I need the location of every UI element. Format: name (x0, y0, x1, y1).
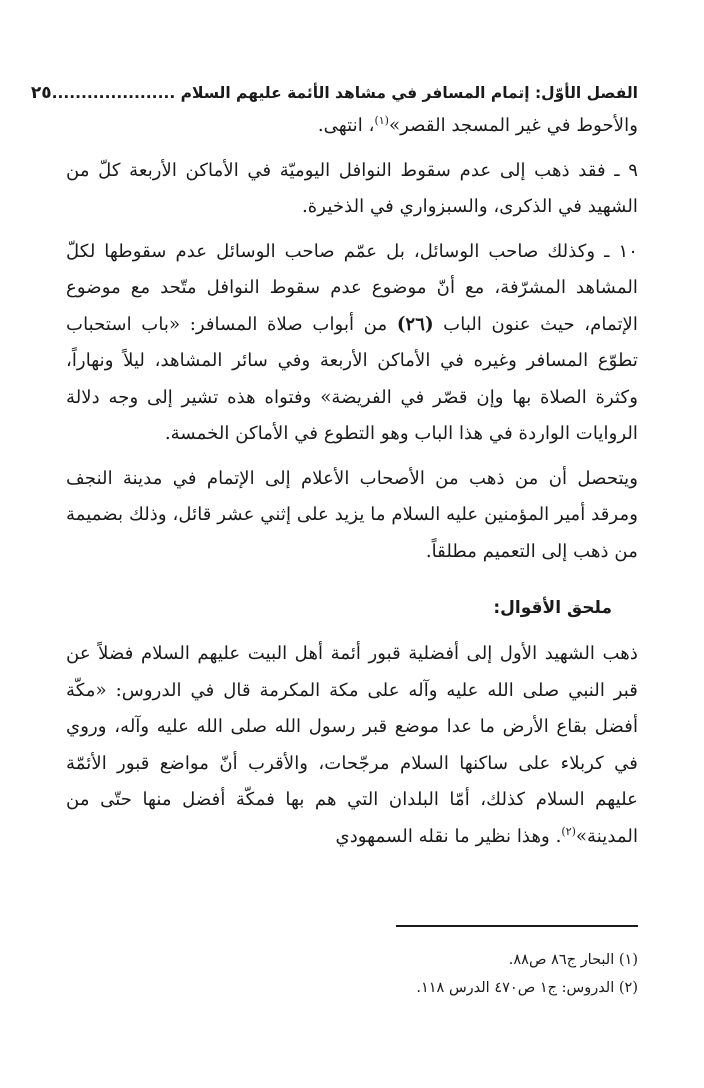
paragraph-1 (66, 108, 638, 145)
footnote-ref-1[interactable]: (١) (374, 113, 389, 127)
footnotes (66, 946, 638, 1002)
paragraph-4: ويتحصل أن من ذهب من الأصحاب الأعلام إلى الإتمام في مدينة النجف ومرقد أمير المؤمنين عليه السلام ما يزيد على إثني عشر قائل، وذلك بضميمة من ذهب إلى التعميم مطلقاً. (66, 467, 638, 562)
paragraph-5-part-b: . وهذا نظير ما نقله السمهودي (335, 825, 562, 847)
paragraph-3-part-b: من أبواب صلاة المسافر: (189, 313, 388, 335)
footnote-2: (٢) الدروس: ج١ ص٤٧٠ الدرس ١١٨. (416, 980, 638, 996)
section-heading: ملحق الأقوال: (493, 598, 612, 618)
paragraph-5-quote: «مكّة أفضل بقاع الأرض ما عدا موضع قبر رسول الله صلى الله عليه وآله، وروي في كربلاء على ساكنها السلام مرجّحات، والأقرب أنّ مواضع قبور الأئمّة عليهم السلام كذلك، أمّا البلدان التي هم بها فمكّة أفضل منها حتّى من المدينة» (66, 679, 638, 847)
page-body (30, 78, 638, 855)
paragraph-1-text: والأحوط في غير المسجد القصر» (388, 115, 638, 136)
paragraph-2: ٩ ـ فقد ذهب إلى عدم سقوط النوافل اليوميّة في الأماكن الأربعة كلّ من الشهيد في الذكرى، والسبزواري في الذخيرة. (66, 159, 638, 217)
paragraph-5-part-a: ذهب الشهيد الأول إلى أفضلية قبور أئمة أهل البيت عليهم السلام فضلاً عن قبر النبي صلى الله عليه وآله على مكة المكرمة قال في الدروس: (66, 643, 638, 701)
chapter-number: (٢٦) (396, 313, 434, 335)
footnote-ref-2[interactable]: (٢) (561, 824, 576, 838)
paragraph-3-part-a: ١٠ ـ وكذلك صاحب الوسائل، بل عمّم صاحب الوسائل عدم سقوطها لكلّ المشاهد المشرّفة، مع أنّ موضوع عدم سقوط النوافل متّحد مع موضوع الإتمام، حيث عنون الباب (66, 240, 638, 335)
paragraph-3-part-c: وفتواه هذه تشير إلى وجه دلالة الروايات الواردة في هذا الباب وهو التطوع في الأماكن الخمسة. (66, 386, 638, 444)
page-number: ٢٥ (30, 83, 52, 103)
chapter-title: الفصل الأوّل: إتمام المسافر في مشاهد الأئمة عليهم السلام ..................... (51, 84, 638, 102)
footnote-divider (396, 925, 638, 927)
running-header (30, 78, 638, 108)
paragraph-5 (66, 636, 638, 855)
paragraph-3-quote: «باب استحباب تطوّع المسافر وغيره في الأماكن الأربعة وفي سائر المشاهد، ليلاً ونهاراً، وكثرة الصلاة بها وإن قصّر في الفريضة» (66, 313, 638, 408)
footnote-1: (١) البحار ج٨٦ ص٨٨. (508, 952, 638, 968)
paragraph-3 (66, 234, 638, 453)
paragraph-1-tail: ، انتهى. (317, 115, 375, 136)
